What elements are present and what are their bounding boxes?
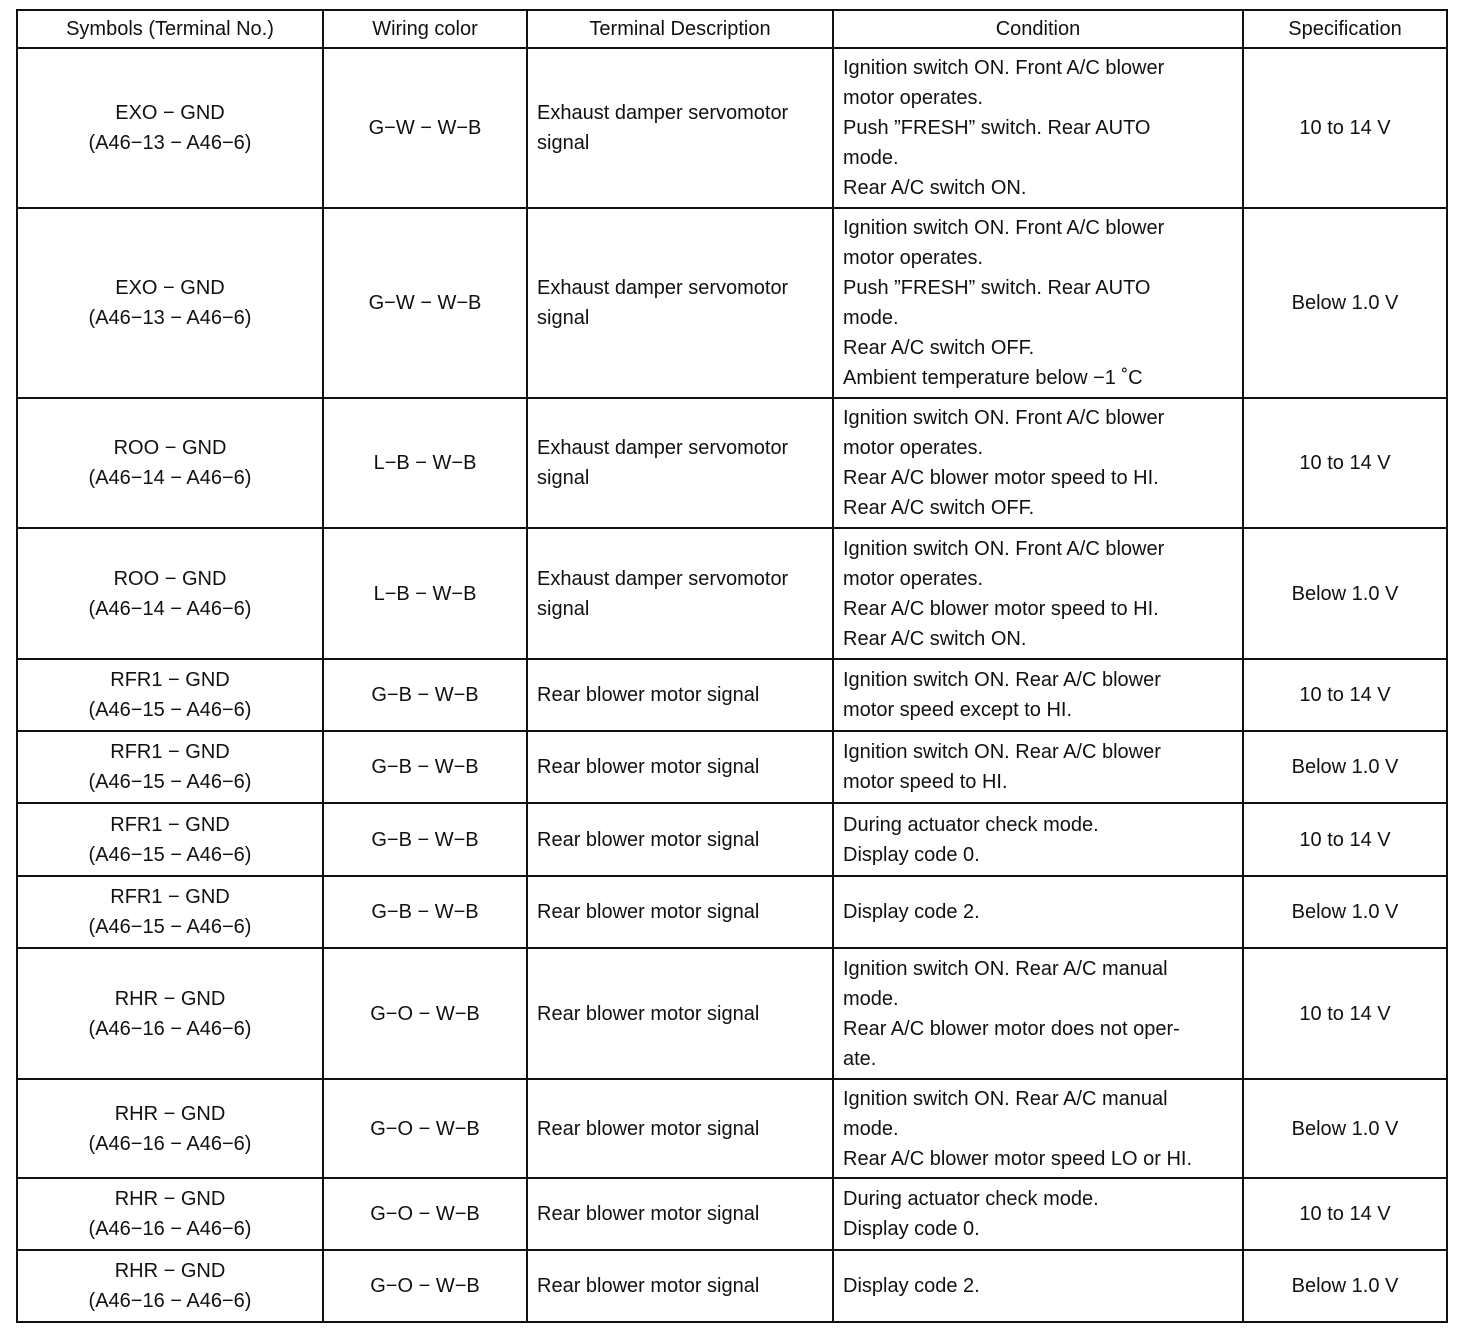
description-line: Exhaust damper servomotor bbox=[537, 567, 789, 590]
table-row bbox=[17, 1178, 1447, 1250]
condition-line: Ignition switch ON. Rear A/C manual bbox=[843, 957, 1168, 980]
condition-line: motor speed to HI. bbox=[843, 771, 1008, 793]
symbol-text: RFR1 − GND bbox=[110, 813, 230, 836]
condition-line: Ignition switch ON. Front A/C blower bbox=[843, 217, 1165, 239]
condition-line: Ignition switch ON. Rear A/C manual bbox=[843, 1087, 1168, 1110]
table-row bbox=[17, 803, 1447, 876]
symbol-cell bbox=[17, 48, 323, 208]
terminal-number-text: (A46−16 − A46−6) bbox=[88, 1218, 252, 1240]
condition-cell bbox=[833, 659, 1243, 731]
symbol-text: RFR1 − GND bbox=[110, 741, 230, 763]
wiring-color-cell: G−O − W−B bbox=[323, 1079, 527, 1178]
condition-line: Display code 0. bbox=[843, 1218, 980, 1240]
condition-line: Push ”FRESH” switch. Rear AUTO bbox=[843, 277, 1151, 299]
header-symbols: Symbols (Terminal No.) bbox=[17, 10, 323, 48]
condition-line: Ignition switch ON. Rear A/C blower bbox=[843, 669, 1161, 691]
symbol-cell bbox=[17, 1178, 323, 1250]
description-line: Rear blower motor signal bbox=[537, 1203, 760, 1225]
symbol-cell bbox=[17, 528, 323, 659]
symbol-cell bbox=[17, 803, 323, 876]
specification-cell: Below 1.0 V bbox=[1243, 731, 1447, 803]
condition-line: Display code 0. bbox=[843, 843, 980, 866]
terminal-description-cell bbox=[527, 208, 833, 398]
condition-line: ate. bbox=[843, 1047, 877, 1070]
condition-cell bbox=[833, 876, 1243, 948]
condition-line: Display code 2. bbox=[843, 1275, 980, 1297]
condition-line: Rear A/C switch OFF. bbox=[843, 497, 1035, 519]
condition-cell bbox=[833, 948, 1243, 1079]
symbol-text: ROO − GND bbox=[113, 437, 227, 459]
wiring-color-cell: G−W − W−B bbox=[323, 208, 527, 398]
terminal-number-text: (A46−16 − A46−6) bbox=[88, 1017, 252, 1040]
condition-cell bbox=[833, 1250, 1243, 1322]
header-specification: Specification bbox=[1243, 10, 1447, 48]
condition-line: Rear A/C blower motor speed LO or HI. bbox=[843, 1147, 1193, 1170]
terminal-description-cell bbox=[527, 948, 833, 1079]
description-line: signal bbox=[537, 132, 590, 154]
table-row bbox=[17, 876, 1447, 948]
condition-line: Ignition switch ON. Front A/C blower bbox=[843, 537, 1165, 560]
description-line: signal bbox=[537, 467, 590, 489]
symbol-text: RHR − GND bbox=[114, 1102, 226, 1125]
terminal-number-text: (A46−14 − A46−6) bbox=[88, 597, 252, 620]
specification-cell: 10 to 14 V bbox=[1243, 948, 1447, 1079]
condition-cell bbox=[833, 48, 1243, 208]
symbol-cell bbox=[17, 659, 323, 731]
condition-line: Rear A/C blower motor speed to HI. bbox=[843, 467, 1159, 489]
symbol-cell bbox=[17, 948, 323, 1079]
terminal-number-text: (A46−15 − A46−6) bbox=[88, 916, 252, 938]
description-line: Rear blower motor signal bbox=[537, 1117, 760, 1140]
table-row bbox=[17, 208, 1447, 398]
wiring-color-cell: G−O − W−B bbox=[323, 948, 527, 1079]
wiring-color-cell: G−O − W−B bbox=[323, 1178, 527, 1250]
condition-cell bbox=[833, 803, 1243, 876]
condition-line: motor speed except to HI. bbox=[843, 699, 1073, 721]
condition-line: Push ”FRESH” switch. Rear AUTO bbox=[843, 117, 1151, 139]
terminal-description-cell bbox=[527, 731, 833, 803]
wiring-color-cell: G−B − W−B bbox=[323, 731, 527, 803]
description-line: Rear blower motor signal bbox=[537, 684, 760, 706]
header-row bbox=[17, 10, 1447, 48]
description-line: signal bbox=[537, 307, 590, 329]
condition-line: Ignition switch ON. Rear A/C blower bbox=[843, 741, 1161, 763]
specification-cell: 10 to 14 V bbox=[1243, 48, 1447, 208]
condition-cell bbox=[833, 528, 1243, 659]
description-line: Exhaust damper servomotor bbox=[537, 102, 789, 124]
symbol-text: ROO − GND bbox=[113, 567, 227, 590]
condition-cell bbox=[833, 208, 1243, 398]
specification-cell: Below 1.0 V bbox=[1243, 208, 1447, 398]
condition-line: motor operates. bbox=[843, 567, 984, 590]
condition-cell bbox=[833, 1079, 1243, 1178]
condition-cell bbox=[833, 398, 1243, 528]
symbol-text: RHR − GND bbox=[114, 987, 226, 1010]
condition-line: Rear A/C switch OFF. bbox=[843, 337, 1035, 359]
description-line: Rear blower motor signal bbox=[537, 756, 760, 778]
symbol-cell bbox=[17, 1079, 323, 1178]
table-row bbox=[17, 398, 1447, 528]
specification-cell: 10 to 14 V bbox=[1243, 803, 1447, 876]
terminal-description-cell bbox=[527, 803, 833, 876]
symbol-cell bbox=[17, 876, 323, 948]
condition-line: mode. bbox=[843, 1117, 899, 1140]
table-row bbox=[17, 1250, 1447, 1322]
table-row bbox=[17, 1079, 1447, 1178]
wiring-color-cell: L−B − W−B bbox=[323, 398, 527, 528]
description-line: Rear blower motor signal bbox=[537, 1002, 760, 1025]
terminal-description-cell bbox=[527, 48, 833, 208]
condition-line: Rear A/C switch ON. bbox=[843, 627, 1027, 650]
symbol-text: EXO − GND bbox=[115, 277, 225, 299]
terminal-number-text: (A46−15 − A46−6) bbox=[88, 843, 252, 866]
condition-line: Rear A/C switch ON. bbox=[843, 177, 1027, 199]
table-body bbox=[17, 48, 1447, 1322]
description-line: signal bbox=[537, 597, 590, 620]
condition-line: Rear A/C blower motor speed to HI. bbox=[843, 597, 1159, 620]
condition-line: Ignition switch ON. Front A/C blower bbox=[843, 57, 1165, 79]
terminal-number-text: (A46−14 − A46−6) bbox=[88, 467, 252, 489]
header-wiring-color: Wiring color bbox=[323, 10, 527, 48]
terminal-number-text: (A46−16 − A46−6) bbox=[88, 1290, 252, 1312]
table-row bbox=[17, 528, 1447, 659]
condition-line: mode. bbox=[843, 307, 899, 329]
wiring-color-cell: G−B − W−B bbox=[323, 659, 527, 731]
condition-line: motor operates. bbox=[843, 437, 984, 459]
terminal-number-text: (A46−15 − A46−6) bbox=[88, 699, 252, 721]
terminal-number-text: (A46−13 − A46−6) bbox=[88, 307, 252, 329]
symbol-cell bbox=[17, 208, 323, 398]
specification-cell: Below 1.0 V bbox=[1243, 1079, 1447, 1178]
condition-line: mode. bbox=[843, 147, 899, 169]
condition-line: motor operates. bbox=[843, 247, 984, 269]
specification-cell: 10 to 14 V bbox=[1243, 1178, 1447, 1250]
symbol-text: EXO − GND bbox=[115, 102, 225, 124]
terminal-description-cell bbox=[527, 1250, 833, 1322]
table-row bbox=[17, 48, 1447, 208]
condition-cell bbox=[833, 731, 1243, 803]
symbol-text: RFR1 − GND bbox=[110, 669, 230, 691]
terminal-description-cell bbox=[527, 528, 833, 659]
specification-cell: Below 1.0 V bbox=[1243, 528, 1447, 659]
wiring-color-cell: G−O − W−B bbox=[323, 1250, 527, 1322]
condition-line: Rear A/C blower motor does not oper- bbox=[843, 1017, 1180, 1040]
table-row bbox=[17, 948, 1447, 1079]
terminal-description-cell bbox=[527, 1178, 833, 1250]
symbol-text: RFR1 − GND bbox=[110, 886, 230, 908]
symbol-cell bbox=[17, 731, 323, 803]
symbol-text: RHR − GND bbox=[114, 1188, 226, 1210]
condition-line: During actuator check mode. bbox=[843, 813, 1099, 836]
specification-cell: Below 1.0 V bbox=[1243, 876, 1447, 948]
table-row bbox=[17, 659, 1447, 731]
terminal-description-cell bbox=[527, 659, 833, 731]
condition-line: motor operates. bbox=[843, 87, 984, 109]
wiring-color-cell: G−B − W−B bbox=[323, 876, 527, 948]
condition-cell bbox=[833, 1178, 1243, 1250]
condition-line: Ambient temperature below −1 ˚C bbox=[843, 367, 1143, 389]
specification-cell: 10 to 14 V bbox=[1243, 398, 1447, 528]
wiring-color-cell: G−W − W−B bbox=[323, 48, 527, 208]
condition-line: During actuator check mode. bbox=[843, 1188, 1099, 1210]
header-condition: Condition bbox=[833, 10, 1243, 48]
wiring-color-cell: L−B − W−B bbox=[323, 528, 527, 659]
specification-cell: Below 1.0 V bbox=[1243, 1250, 1447, 1322]
terminal-number-text: (A46−16 − A46−6) bbox=[88, 1132, 252, 1155]
terminal-description-cell bbox=[527, 398, 833, 528]
description-line: Exhaust damper servomotor bbox=[537, 277, 789, 299]
terminal-number-text: (A46−13 − A46−6) bbox=[88, 132, 252, 154]
condition-line: mode. bbox=[843, 987, 899, 1010]
symbol-cell bbox=[17, 398, 323, 528]
specification-cell: 10 to 14 V bbox=[1243, 659, 1447, 731]
terminal-description-cell bbox=[527, 876, 833, 948]
header-terminal-description: Terminal Description bbox=[527, 10, 833, 48]
condition-line: Ignition switch ON. Front A/C blower bbox=[843, 407, 1165, 429]
description-line: Rear blower motor signal bbox=[537, 901, 760, 923]
wiring-color-cell: G−B − W−B bbox=[323, 803, 527, 876]
terminal-spec-table bbox=[16, 9, 1448, 1323]
description-line: Exhaust damper servomotor bbox=[537, 437, 789, 459]
condition-line: Display code 2. bbox=[843, 901, 980, 923]
description-line: Rear blower motor signal bbox=[537, 828, 760, 851]
table-row bbox=[17, 731, 1447, 803]
symbol-text: RHR − GND bbox=[114, 1260, 226, 1282]
symbol-cell bbox=[17, 1250, 323, 1322]
terminal-description-cell bbox=[527, 1079, 833, 1178]
terminal-number-text: (A46−15 − A46−6) bbox=[88, 771, 252, 793]
description-line: Rear blower motor signal bbox=[537, 1275, 760, 1297]
